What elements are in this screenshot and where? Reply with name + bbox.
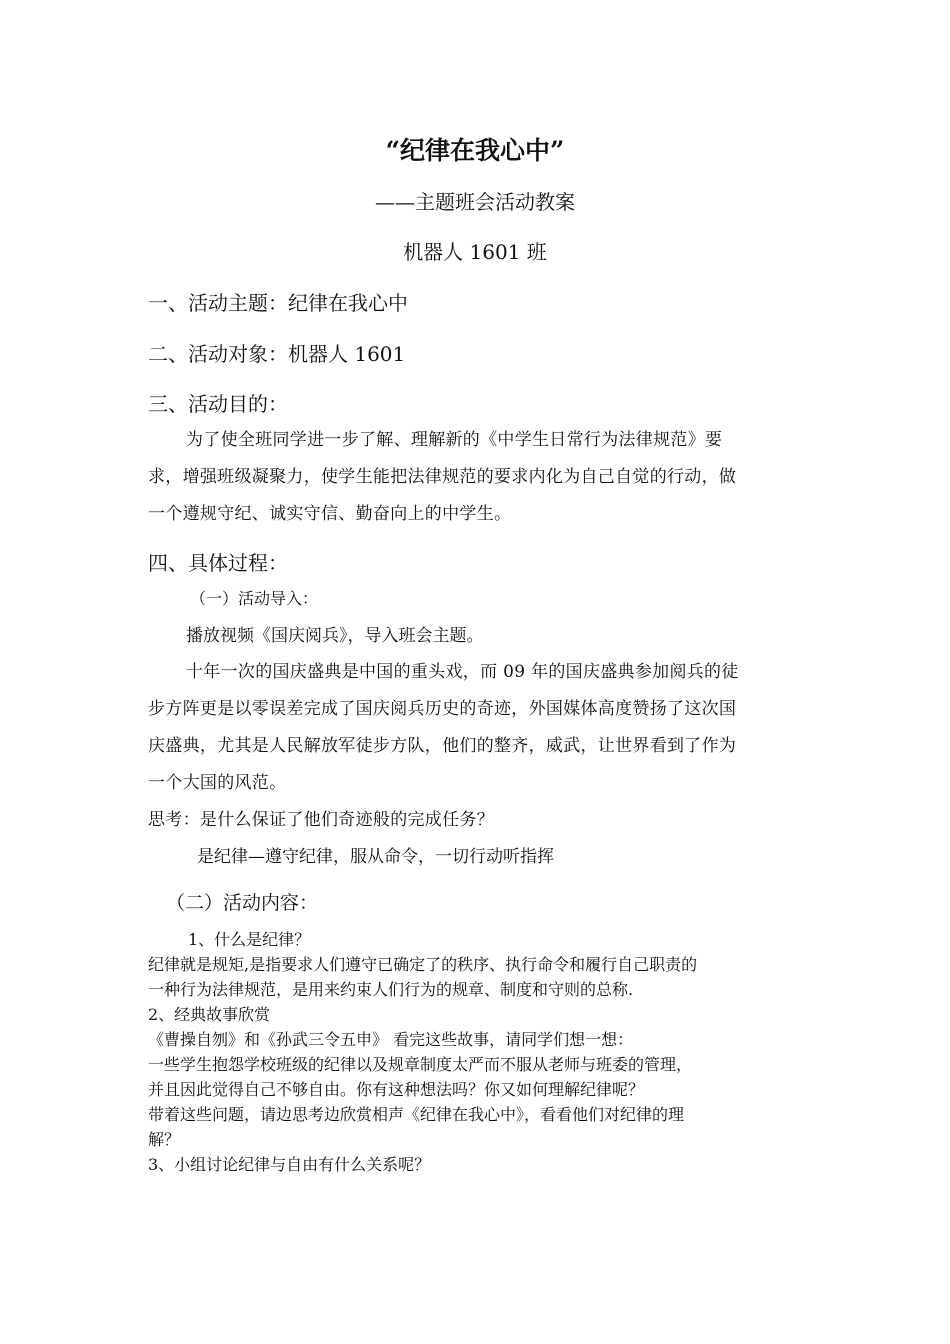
content-line: 3、小组讨论纪律与自由有什么关系呢？ (148, 1155, 431, 1174)
section-heading-audience: 二、活动对象：机器人 1601 (148, 342, 406, 366)
section-heading-purpose: 三、活动目的： (148, 392, 288, 416)
story-line: 步方阵更是以零误差完成了国庆阅兵历史的奇迹，外国媒体高度赞扬了这次国 (148, 699, 737, 719)
story-line: 一个大国的风范。 (148, 773, 287, 793)
purpose-line: 为了使全班同学进一步了解、理解新的《中学生日常行为法律规范》要 (186, 430, 723, 450)
purpose-line: 一个遵规守纪、诚实守信、勤奋向上的中学生。 (148, 504, 512, 524)
story-line: 庆盛典，尤其是人民解放军徒步方队，他们的整齐，威武，让世界看到了作为 (148, 736, 737, 756)
story-line: 十年一次的国庆盛典是中国的重头戏，而 09 年的国庆盛典参加阅兵的徒 (186, 662, 739, 682)
step2-heading: （二）活动内容： (166, 892, 319, 914)
content-line: 2、经典故事欣赏 (148, 1005, 271, 1024)
content-line: 纪律就是规矩,是指要求人们遵守已确定了的秩序、执行命令和履行自己职责的 (148, 955, 698, 974)
content-line: 并且因此觉得自己不够自由。你有这种想法吗？你又如何理解纪律呢？ (148, 1080, 645, 1099)
content-line: 带着这些问题，请边思考边欣赏相声《纪律在我心中》，看看他们对纪律的理 (148, 1105, 685, 1124)
content-line: 解？ (148, 1130, 181, 1149)
think-answer: 是纪律—遵守纪律，服从命令，一切行动听指挥 (197, 847, 554, 867)
content-line: 一些学生抱怨学校班级的纪律以及规章制度太严而不服从老师与班委的管理， (148, 1055, 693, 1074)
section-heading-theme: 一、活动主题：纪律在我心中 (148, 291, 408, 315)
document-title: “纪律在我心中” (385, 136, 565, 165)
step1-video: 播放视频《国庆阅兵》，导入班会主题。 (186, 626, 484, 646)
document-subtitle: ——主题班会活动教案 (375, 190, 575, 214)
content-line: 《曹操自刎》和《孙武三令五申》 看完这些故事，请同学们想一想： (148, 1030, 634, 1049)
content-line: 一种行为法律规范，是用来约束人们行为的规章、制度和守则的总称. (148, 980, 634, 999)
step1-heading: （一）活动导入： (190, 589, 319, 608)
content-line: 1、什么是纪律？ (188, 930, 311, 949)
think-question: 思考：是什么保证了他们奇迹般的完成任务？ (148, 810, 494, 830)
purpose-line: 求，增强班级凝聚力，使学生能把法律规范的要求内化为自己自觉的行动，做 (148, 467, 737, 487)
class-line: 机器人 1601 班 (403, 240, 547, 264)
section-heading-process: 四、具体过程： (148, 551, 288, 575)
